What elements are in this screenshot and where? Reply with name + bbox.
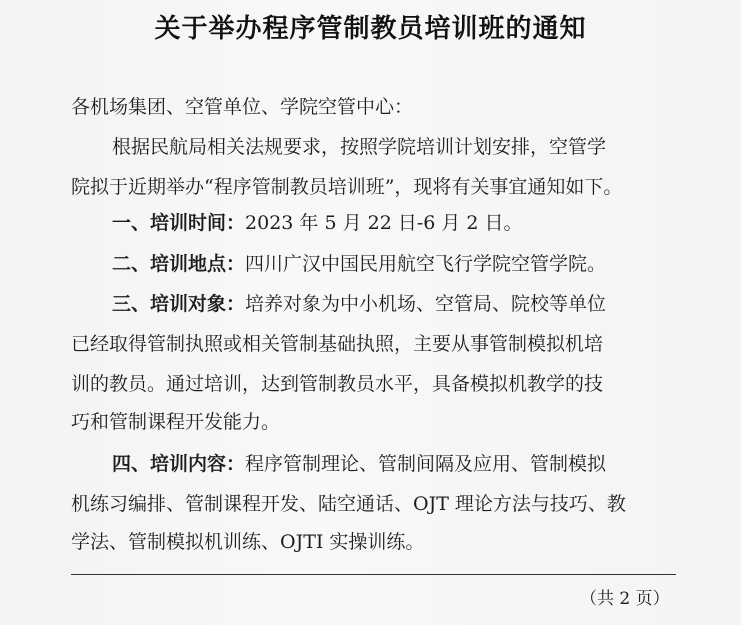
- section-text: 学法、管制模拟机训练、OJTI 实操训练。: [71, 531, 425, 553]
- footer-divider: [71, 574, 676, 575]
- section-text: 培养对象为中小机场、空管局、院校等单位: [245, 293, 607, 315]
- document-title: 关于举办程序管制教员培训班的通知: [154, 14, 587, 44]
- addressee: 各机场集团、空管单位、学院空管中心：: [71, 96, 414, 118]
- section-text: 巧和管制课程开发能力。: [71, 411, 281, 433]
- intro-line: 院拟于近期举办“程序管制教员培训班”，现将有关事宜通知如下。: [71, 176, 623, 198]
- section-audience: [112, 292, 606, 316]
- section-text: 训的教员。通过培训，达到管制教员水平，具备模拟机教学的技: [71, 373, 604, 395]
- section-text: 四川广汉中国民用航空飞行学院空管学院。: [245, 253, 607, 275]
- intro-line: 根据民航局相关法规要求，按照学院培训计划安排，空管学: [112, 136, 607, 158]
- section-text: 2023 年 5 月 22 日-6 月 2 日。: [245, 212, 523, 234]
- page-count: （共 2 页）: [580, 589, 670, 609]
- section-content: [112, 452, 606, 476]
- section-heading: 一、培训时间：: [112, 212, 246, 234]
- section-location: [112, 252, 606, 276]
- section-text: 机练习编排、管制课程开发、陆空通话、OJT 理论方法与技巧、教: [71, 493, 626, 515]
- section-text: 程序管制理论、管制间隔及应用、管制模拟: [245, 453, 607, 475]
- section-heading: 四、培训内容：: [112, 453, 246, 475]
- section-time: [112, 211, 523, 235]
- section-text: 已经取得管制执照或相关管制基础执照，主要从事管制模拟机培: [71, 333, 604, 355]
- section-heading: 三、培训对象：: [112, 293, 246, 315]
- section-heading: 二、培训地点：: [112, 253, 246, 275]
